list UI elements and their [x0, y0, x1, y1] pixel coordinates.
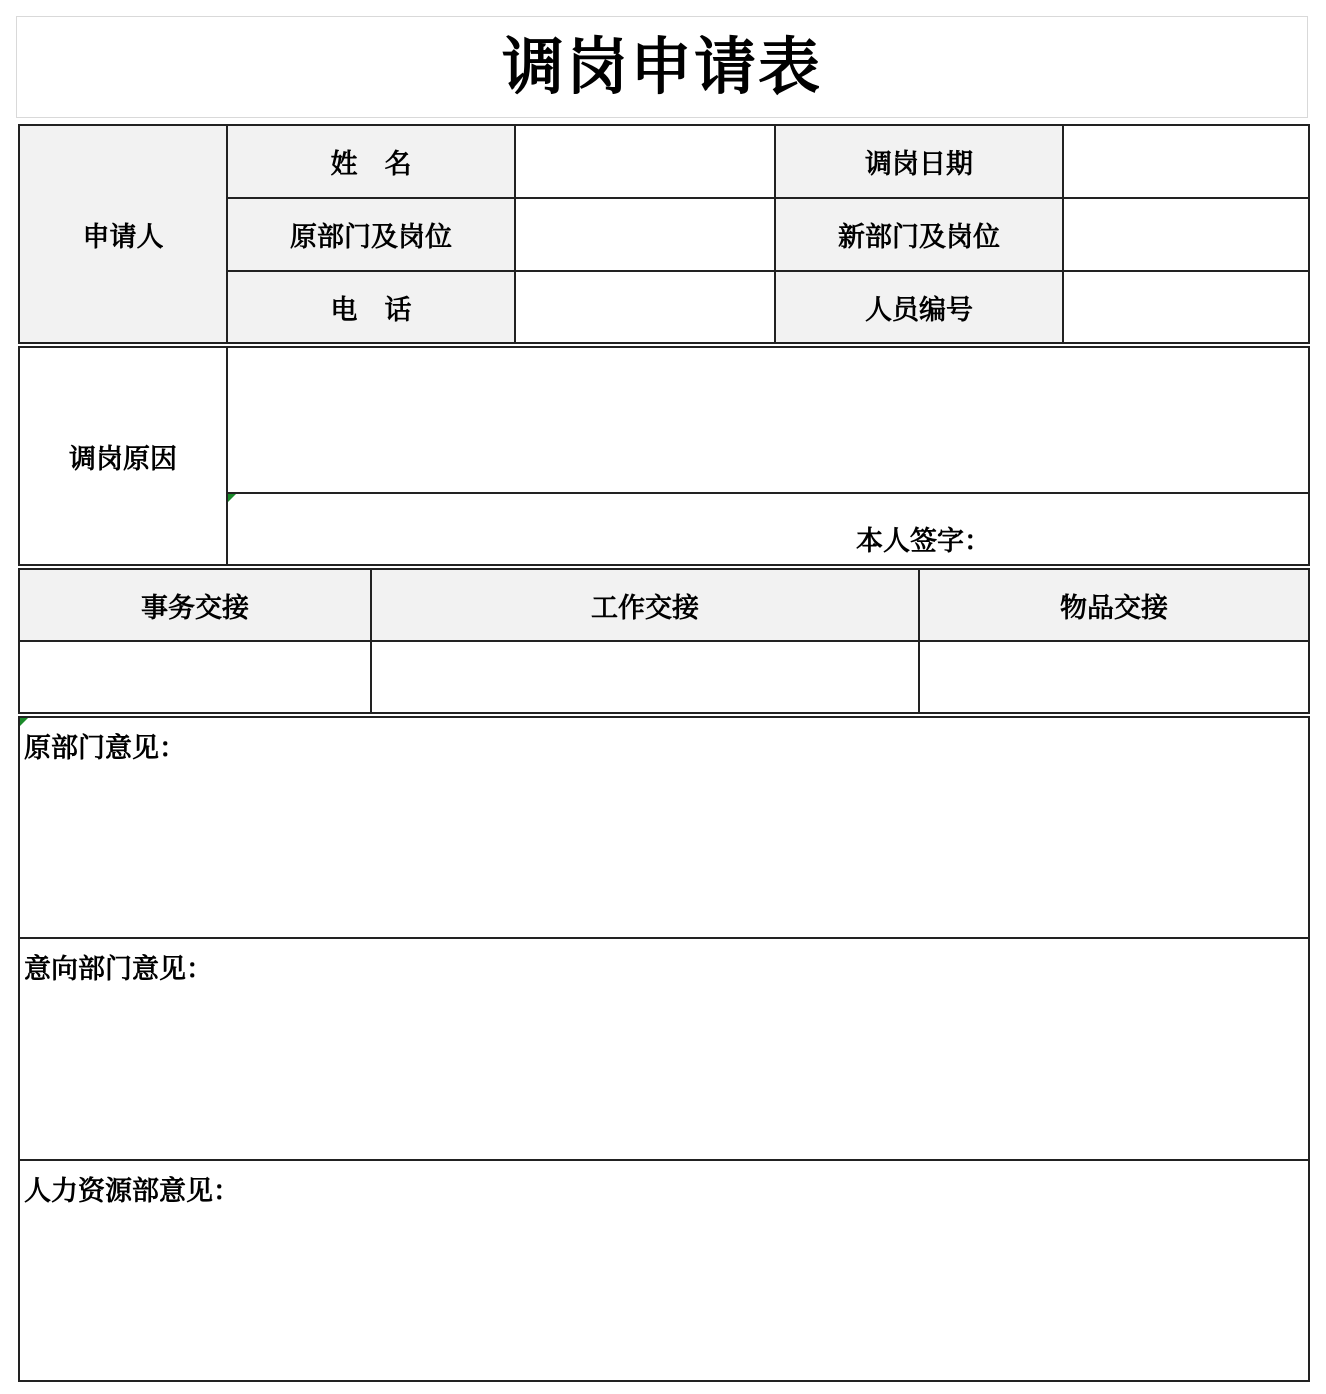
reason-field[interactable] [227, 347, 1309, 493]
hr-opinion-cell[interactable] [19, 1160, 1309, 1381]
target-dept-opinion-cell[interactable] [19, 938, 1309, 1160]
signature-cell[interactable] [227, 493, 1309, 565]
handover-table [18, 568, 1310, 714]
transfer-date-label: 调岗日期 [775, 125, 1063, 198]
new-dept-position-label: 新部门及岗位 [775, 198, 1063, 271]
transfer-date-field[interactable] [1063, 125, 1309, 198]
applicant-section-label: 申请人 [19, 125, 227, 343]
original-dept-opinion-label: 原部门意见： [24, 733, 186, 764]
items-handover-header: 物品交接 [919, 569, 1309, 641]
cell-marker-icon [20, 718, 28, 726]
old-dept-position-label: 原部门及岗位 [227, 198, 515, 271]
phone-field[interactable] [515, 271, 775, 343]
original-dept-opinion-cell[interactable] [19, 717, 1309, 938]
old-dept-position-field[interactable] [515, 198, 775, 271]
employee-id-label: 人员编号 [775, 271, 1063, 343]
cell-marker-icon [228, 494, 236, 502]
signature-label: 本人签字： [856, 526, 991, 557]
new-dept-position-field[interactable] [1063, 198, 1309, 271]
reason-table [18, 346, 1310, 566]
title-box [16, 16, 1308, 118]
name-label: 姓 名 [227, 125, 515, 198]
employee-id-field[interactable] [1063, 271, 1309, 343]
hr-opinion-label: 人力资源部意见： [24, 1176, 240, 1207]
applicant-table [18, 124, 1310, 344]
work-handover-field[interactable] [371, 641, 919, 713]
affairs-handover-header: 事务交接 [19, 569, 371, 641]
opinions-table [18, 716, 1310, 1382]
phone-label: 电 话 [227, 271, 515, 343]
reason-label: 调岗原因 [19, 347, 227, 565]
items-handover-field[interactable] [919, 641, 1309, 713]
name-field[interactable] [515, 125, 775, 198]
page-title: 调岗申请表 [501, 30, 822, 103]
work-handover-header: 工作交接 [371, 569, 919, 641]
affairs-handover-field[interactable] [19, 641, 371, 713]
target-dept-opinion-label: 意向部门意见： [24, 954, 213, 985]
